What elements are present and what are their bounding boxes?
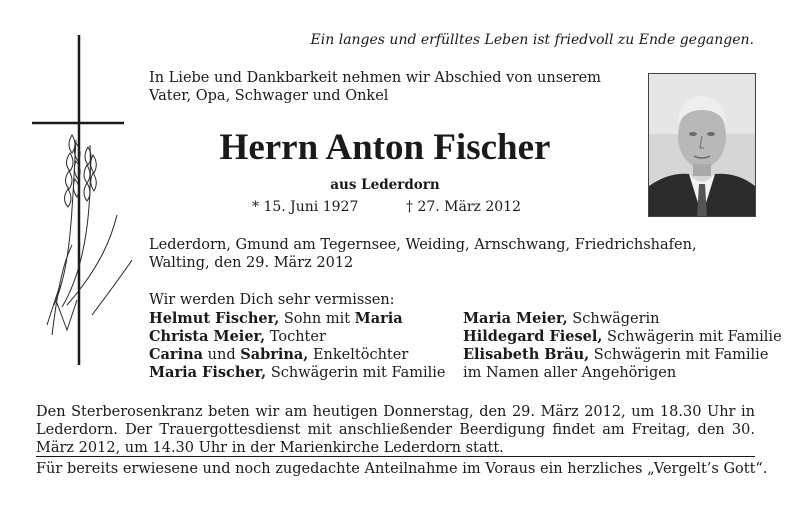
list-item: Hildegard Fiesel, Schwägerin mit Familie [463, 328, 782, 345]
intro-text: In Liebe und Dankbarkeit nehmen wir Abschied von unserem Vater, Opa, Schwager und Onkel [149, 70, 601, 104]
divider [36, 456, 755, 457]
mourners-right-list [463, 310, 782, 382]
motto-text: Ein langes und erfülltes Leben ist friedvoll zu Ende gegangen. [310, 32, 754, 48]
list-item: Christa Meier, Tochter [149, 328, 326, 345]
list-item: Helmut Fischer, Sohn mit Maria [149, 310, 403, 327]
list-item: Maria Fischer, Schwägerin mit Familie [149, 364, 446, 381]
cross-wheat-icon [32, 35, 142, 365]
thanks-text: Für bereits erwiesene und noch zugedachte Anteilnahme im Voraus ein herzliches „Vergelt’s Gott“. [36, 461, 768, 477]
death-date: † 27. März 2012 [406, 199, 521, 215]
list-item: Maria Meier, Schwägerin [463, 310, 660, 327]
places-date-text: Lederdorn, Gmund am Tegernsee, Weiding, Arnschwang, Friedrichshafen, Walting, den 29. März 2012 [149, 237, 697, 271]
deceased-origin: aus Lederdorn [330, 177, 440, 193]
list-item: Elisabeth Bräu, Schwägerin mit Familie [463, 346, 769, 363]
list-item: im Namen aller Angehörigen [463, 365, 677, 381]
list-item: Carina und Sabrina, Enkeltöchter [149, 346, 409, 363]
deceased-name: Herrn Anton Fischer [219, 127, 551, 168]
miss-text: Wir werden Dich sehr vermissen: [149, 292, 395, 308]
portrait-photo [648, 73, 756, 217]
mourners-left-list [149, 310, 445, 382]
service-notice: Den Sterberosenkranz beten wir am heutigen Donnerstag, den 29. März 2012, um 18.30 Uhr in Lederdorn. Der Trauergottesdienst mit anschließender Beerdigung findet am Freitag, den 30. März 2012, um 14.30 Uhr in der Marienkirche Lederdorn statt. [36, 404, 755, 456]
birth-date: * 15. Juni 1927 [252, 199, 359, 215]
